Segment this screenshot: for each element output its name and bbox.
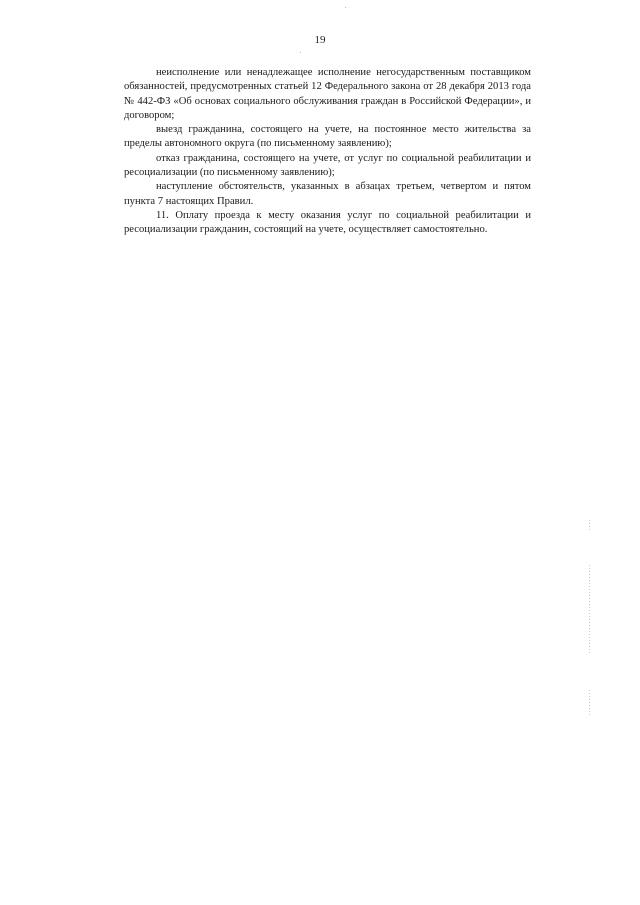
scan-speck (345, 7, 346, 8)
paragraph-nonperformance: неисполнение или ненадлежащее исполнение негосударственным поставщиком обязанностей, предусмотренных статьей 12 Федерального закона от 28 декабря 2013 года № 442-ФЗ «Об основах социального обслуживания граждан в Российской Федерации», и договором; (124, 67, 531, 121)
document-body (124, 66, 531, 238)
scan-margin-mark (589, 690, 590, 716)
page-number: 19 (314, 34, 326, 46)
scan-margin-mark (589, 565, 590, 655)
paragraph-item-11: 11. Оплату проезда к месту оказания услуг по социальной реабилитации и ресоциализации гражданин, состоящий на учете, осуществляет самостоятельно. (124, 209, 531, 236)
paragraph-refusal: отказ гражданина, состоящего на учете, от услуг по социальной реабилитации и ресоциализации (по письменному заявлению); (124, 152, 531, 179)
paragraph-circumstances: наступление обстоятельств, указанных в абзацах третьем, четвертом и пятом пункта 7 настоящих Правил. (124, 181, 531, 207)
scan-margin-mark (589, 520, 590, 530)
scan-speck (300, 52, 301, 53)
paragraph-departure: выезд гражданина, состоящего на учете, на постоянное место жительства за пределы автономного округа (по письменному заявлению); (124, 124, 531, 150)
